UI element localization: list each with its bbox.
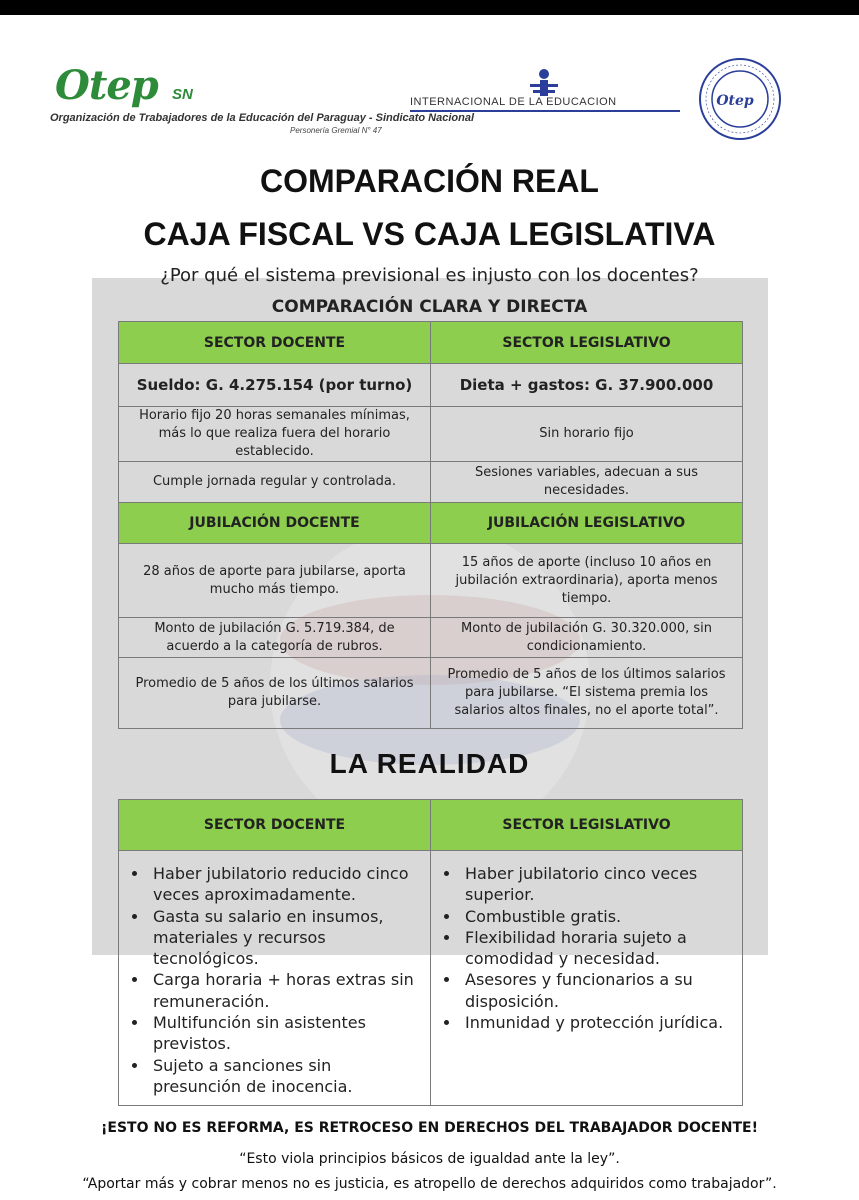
list-item: • Multifunción sin asistentes previstos. (149, 1012, 424, 1055)
list-item: • Gasta su salario en insumos, materiales y recursos tecnológicos. (149, 906, 424, 970)
schedule-docente: Horario fijo 20 horas semanales mínimas, más lo que realiza fuera del horario establecido. (119, 407, 431, 462)
pension-amount-docente: Monto de jubilación G. 5.719.384, de acuerdo a la categoría de rubros. (119, 618, 431, 658)
organization-name: Organización de Trabajadores de la Educación del Paraguay - Sindicato Nacional (50, 112, 475, 124)
footer-quote-2: “Aportar más y cobrar menos no es justicia, es atropello de derechos adquiridos como trabajador”. (82, 1176, 777, 1192)
salary-average-docente: Promedio de 5 años de los últimos salarios para jubilarse. (119, 658, 431, 729)
reality-header-docente: SECTOR DOCENTE (119, 800, 431, 851)
footer-slogan: ¡ESTO NO ES REFORMA, ES RETROCESO EN DERECHOS DEL TRABAJADOR DOCENTE! (101, 1120, 758, 1136)
reality-legislativo-list (437, 863, 736, 1033)
reality-legislativo-cell (431, 851, 743, 1106)
organization-registration: Personería Gremial N° 47 (290, 126, 382, 135)
schedule-legislativo: Sin horario fijo (431, 407, 743, 462)
list-item: • Carga horaria + horas extras sin remuneración. (149, 969, 424, 1012)
list-item: • Flexibilidad horaria sujeto a comodidad y necesidad. (461, 927, 736, 970)
reality-title: LA REALIDAD (329, 748, 530, 779)
pension-amount-legislativo: Monto de jubilación G. 30.320.000, sin condicionamiento. (431, 618, 743, 658)
list-item: • Inmunidad y protección jurídica. (461, 1012, 736, 1033)
education-international-label: INTERNACIONAL DE LA EDUCACION (410, 96, 617, 108)
list-item: • Haber jubilatorio cinco veces superior. (461, 863, 736, 906)
otep-logo-suffix: SN (172, 86, 193, 103)
header-jubilacion-legislativo: JUBILACIÓN LEGISLATIVO (431, 503, 743, 544)
comparison-table (118, 321, 743, 729)
contribution-years-legislativo: 15 años de aporte (incluso 10 años en jubilación extraordinaria), aporta menos tiempo. (431, 544, 743, 618)
union-seal-icon (698, 51, 782, 151)
footer-quote-1: “Esto viola principios básicos de igualdad ante la ley”. (239, 1151, 620, 1167)
list-item: • Sujeto a sanciones sin presunción de inocencia. (149, 1055, 424, 1098)
reality-header-legislativo: SECTOR LEGISLATIVO (431, 800, 743, 851)
header-sector-legislativo: SECTOR LEGISLATIVO (431, 322, 743, 364)
main-subtitle: CAJA FISCAL VS CAJA LEGISLATIVA (143, 216, 716, 252)
main-title: COMPARACIÓN REAL (260, 163, 599, 199)
salary-average-legislativo: Promedio de 5 años de los últimos salarios para jubilarse. “El sistema premia los salarios altos finales, no el aporte total”. (431, 658, 743, 729)
top-black-bar (0, 0, 859, 15)
contribution-years-docente: 28 años de aporte para jubilarse, aporta mucho más tiempo. (119, 544, 431, 618)
section-title: COMPARACIÓN CLARA Y DIRECTA (271, 297, 588, 317)
otep-logo: Otep (55, 62, 158, 109)
education-international-icon (527, 68, 561, 98)
salary-docente: Sueldo: G. 4.275.154 (por turno) (119, 364, 431, 407)
header-divider (410, 110, 680, 112)
workday-legislativo: Sesiones variables, adecuan a sus necesidades. (431, 462, 743, 503)
reality-docente-cell (119, 851, 431, 1106)
list-item: • Haber jubilatorio reducido cinco veces aproximadamente. (149, 863, 424, 906)
salary-legislativo: Dieta + gastos: G. 37.900.000 (431, 364, 743, 407)
seal-label: Otep (716, 93, 754, 109)
list-item: • Asesores y funcionarios a su disposición. (461, 969, 736, 1012)
list-item: • Combustible gratis. (461, 906, 736, 927)
header-sector-docente: SECTOR DOCENTE (119, 322, 431, 364)
reality-docente-list (125, 863, 424, 1097)
header-jubilacion-docente: JUBILACIÓN DOCENTE (119, 503, 431, 544)
workday-docente: Cumple jornada regular y controlada. (119, 462, 431, 503)
reality-table (118, 799, 743, 1106)
question-subtitle: ¿Por qué el sistema previsional es injusto con los docentes? (160, 265, 699, 286)
